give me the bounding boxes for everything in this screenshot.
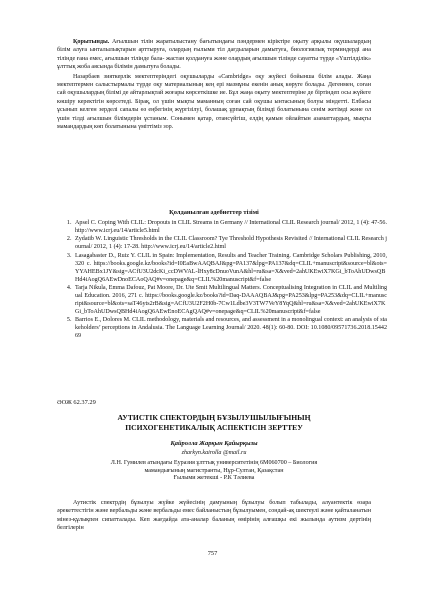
- body-paragraph: Назарбаев зияткерлік мектептеріндегі оқушыларды «Cambridge» оқу жүйесі бойынша білім алады. Жаңа мектептермен салыстырмалы түрде оқу материалының кең ері мазмұны екенін анық көруге болады. Дегенмен, соған сай оқушылардың білімі де айтарлықтай жоғары көрсеткішке ие. Бұл жаңа оқыту мектептеріне де біртіндеп осы жүйеге көшіру керектігін көрсетеді. Бірақ, ол үшін мықты маманның соған сай оқушы ынтасының болуы міндетті. Елбасы ұсынып келген зерделі сапалы өз еңбегінің жүргізілуі, болашақ ұрпақтың білімді болатынына сенім жетімді және ол үшін тілді ағылшын білімдерін ұстаным. Сонымен қатар, отансүйгіш, елдің қамын ойлайтын азаматтардың, мықты мамандардың көп болатынына үміттіміз зор.: [57, 73, 371, 131]
- author-email: zharkyn.kairolla @mail.ru: [181, 450, 247, 456]
- conclusion-text: Ағылшын тілін жаратылыстану бағытындағы пәндермен кіріктіре оқыту арқылы оқушылардың білім алуға ынталылықтарын арттыруға, олардың ғылыми тіл дағдыларын дамытуға, биологиялық терминдерді ана тілінде ғана емес, ағылшын тілінде бала- жастан қолдануға және олардың ағылшын тілінде сауатты түрде «Үштілділік» ұлттық жоба аясында білімін дамытуға болады.: [57, 39, 371, 71]
- author-name: Қайролла Жарқын Қайырқызы: [170, 440, 258, 447]
- article-title: [57, 413, 371, 433]
- affiliation-line: мамандығының магистранты, Нұр-Султан, Қазақстан: [144, 467, 284, 474]
- affiliation-line: Л.Н. Гумилев атындағы Еуразия ұлттық университетінің 6М060700 – Биология: [110, 460, 318, 466]
- reference-item: 3. Lasagabaster D., Ruiz Y. CLIL in Spain: Implementation, Results and Teacher Training. Cambridge Scholars Publishing, 2010, 320 c. https://books.google.kz/books?id=I0EaBwAAQBAJ&pg=PA137&lpg=PA137&dq=CLIL+manuscript&source=bl&ots=YYAHEBx1JY&sig=ACfU3U2dcKi_ccDWVAL-lHxy8cDnuoVunA&hl=ru&sa=X&ved=2ahUKEwiX7KGi_bToAhUDwsQBHd4iAogQ6AEwDnoECAoQAQ#v=onepage&q=CLIL%20manuscript&f=false: [73, 253, 387, 285]
- supervisor-line: Ғылыми жетекші - Р.К Тәлиева: [173, 475, 255, 482]
- article-title-line: ПСИХОГЕНЕТИКАЛЫҚ АСПЕКТІСІН ЗЕРТТЕУ: [125, 423, 303, 432]
- article-title-line: АУТИСТІК СПЕКТОРДЫҢ БҰЗЫЛУШЫЛЫҒЫНЫҢ: [117, 413, 311, 422]
- reference-item: 4. Tarja Nikula, Emma Dafouz, Pat Moore, Dr. Ute Smit Multilingual Matters. Conceptualising Integration in CLIL and Multilingual Education. 2016, 271 c. https://books.google.kz/books?id=Daq-DAAAQBAJ&pg=PA253&lpg=PA253&dq=CLIL+manuscript&source=bl&ots=saT46yts2rB&sig=ACfU3U2F2H0b-7Cw1Ldbe3V3TW7VeY8YqQ&hl=ru&sa=X&ved=2ahUKEwiX7KGi_bToAhUDwsQBHd4iAogQ6AEwEnoECAgQAQ#v=onepage&q=CLIL%20manuscript&f=false: [73, 285, 387, 317]
- conclusion-section: [57, 38, 371, 131]
- reference-item: 2. Zydatib W. Linguistic Thresholds in the CLIL Classroom? Tye Threshold Hypothesis Revisited // International CLIL Research journal/ 2012, 1 (4): 17-28. http://www.icrj.eu/14/article2.html: [73, 236, 387, 252]
- reference-item: 1. Apsel C. Coping With CLIL: Dropouts in CLIL Streams in Germany // International CLIL Research journal/ 2012, 1 (4): 47-56. http://www.icrj.eu/14/article5.html: [73, 220, 387, 236]
- conclusion-paragraph: [57, 38, 371, 72]
- references-title: Қолданылған әдебиеттер тізімі: [169, 209, 259, 216]
- article-intro-paragraph: Аутистік спектрдің бұзылуы жүйке жүйесінің дамуының бұзылуы болып табылады, алуантектік өзара әрекеттестігін және вербальды және вербальды емес байланыстың бұзылуымен, сондай-ақ шектеулі және қайталанатын мінез-құлықпен сипатталады. Кеп жағдайда ата-аналар баланың өмірінің алғашқы екі жылында аутизм дертінің белгілерін: [57, 500, 371, 532]
- article-body: [57, 499, 371, 533]
- page-number: 757: [207, 550, 218, 557]
- reference-item: 5. Barrios E., Dolores M. CLIL methodology, materials and resources, and assessment in a monolingual context: an analysis of stakeholders’ perceptions in Andalusia. The Language Learning Journal/ 2020. 48(1): 60-80. DOI: 10.1080/09571736.2018.1544269: [73, 317, 387, 341]
- conclusion-lead: Қорытынды.: [73, 39, 110, 45]
- udc-code: ӘОЖ 62.37.29: [57, 399, 96, 406]
- reference-list: [57, 220, 387, 342]
- author-affiliation: [57, 460, 371, 483]
